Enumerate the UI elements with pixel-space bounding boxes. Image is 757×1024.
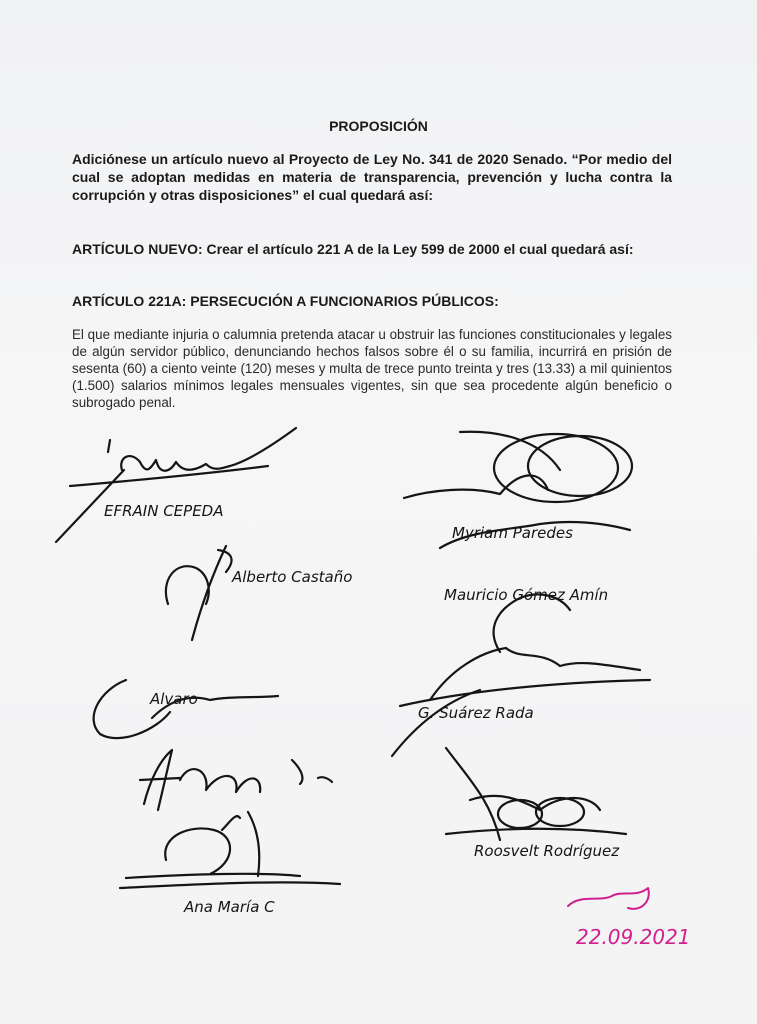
signature-1-name: EFRAIN CEPEDA [104,502,224,520]
date-stamp [568,888,691,949]
document-title: PROPOSICIÓN [329,118,428,134]
signature-6-name: Alvaro [150,690,198,708]
signature-2 [404,432,632,548]
signature-2-name: Myriam Paredes [452,524,573,542]
article-heading: ARTÍCULO 221A: PERSECUCIÓN A FUNCIONARIOS PÚBLICOS: [72,293,499,309]
signature-3-name: Alberto Castaño [232,568,353,586]
signature-3 [166,546,353,640]
signature-1 [56,428,296,542]
signature-4 [444,586,608,652]
signature-7 [140,750,332,810]
article-body: El que mediante injuria o calumnia pretenda atacar u obstruir las funciones constitucionales y legales de algún servidor público, denunciando hechos falsos sobre él o su familia, incurrirá en prisión de sesenta (60) a ciento veinte (120) meses y multa de trece punto treinta y tres (13.33) a mil quinientos (1.500) salarios mínimos legales mensuales vigentes, sin que sea procedente algún beneficio o subrogado penal. [72,327,672,410]
date-stamp-text: 22.09.2021 [576,925,691,949]
signature-4-name: Mauricio Gómez Amín [444,586,609,604]
signature-8 [446,748,626,860]
signature-5-name: G. Suárez Rada [418,704,534,722]
signature-5 [392,648,650,756]
signature-6 [94,680,278,738]
signature-8-name: Roosvelt Rodríguez [474,842,620,860]
intro-paragraph: Adiciónese un artículo nuevo al Proyecto de Ley No. 341 de 2020 Senado. “Por medio del cual se adoptan medidas en materia de transparencia, prevención y lucha contra la corrupción y otras disposiciones” el cual quedará así: [72,151,672,203]
signature-9 [120,812,340,916]
new-article-paragraph: ARTÍCULO NUEVO: Crear el artículo 221 A de la Ley 599 de 2000 el cual quedará así: [72,241,634,257]
signature-9-name: Ana María C [184,898,275,916]
